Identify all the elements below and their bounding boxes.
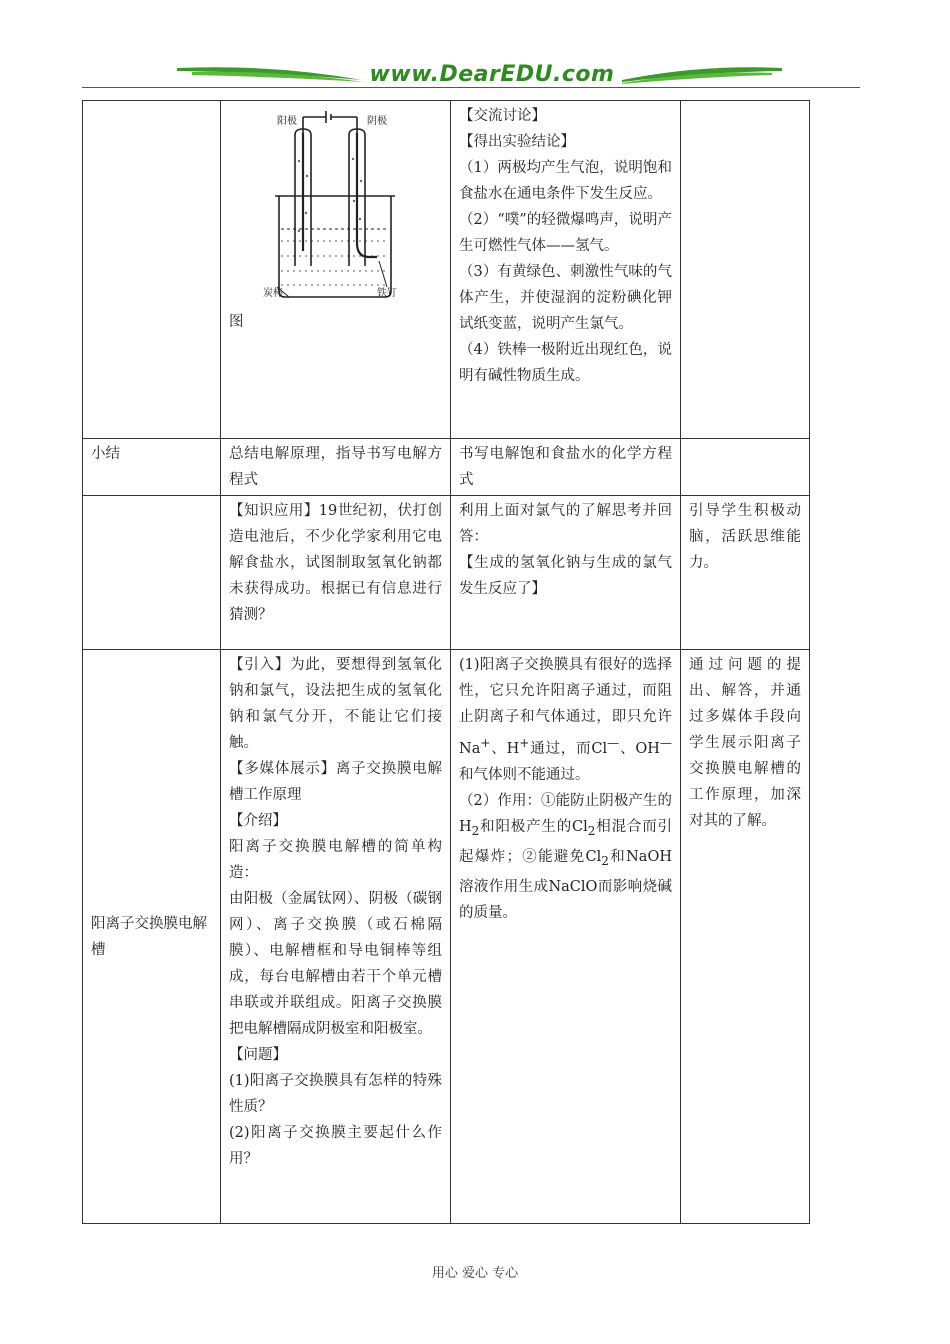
figure-label-carbon-rod: 炭棒 xyxy=(263,288,283,299)
application-prompt: 利用上面对氯气的了解思考并回答： xyxy=(459,503,672,545)
page-header xyxy=(82,58,860,94)
question-heading: 【问题】 xyxy=(229,1047,287,1063)
multimedia-paragraph: 【多媒体展示】离子交换膜电解槽工作原理 xyxy=(229,761,442,803)
row1-col2 xyxy=(221,101,451,439)
membrane-cell-label: 阳离子交换膜电解槽 xyxy=(83,650,221,1224)
figure-label-anode: 阳极 xyxy=(277,116,297,127)
membrane-design-intent: 通过问题的提出、解答，并通过多媒体手段向学生展示阳离子交换膜电解槽的工作原理，加深对其的了解。 xyxy=(681,650,810,1224)
application-col1 xyxy=(83,496,221,650)
conclusion-item-2: （2）“噗”的轻微爆鸣声，说明产生可燃性气体——氢气。 xyxy=(459,212,672,254)
membrane-student-activity xyxy=(451,650,681,1224)
table-row-summary xyxy=(83,439,810,496)
row1-col1 xyxy=(83,101,221,439)
conclusion-item-4: （4）铁棒一极附近出现红色，说明有碱性物质生成。 xyxy=(459,342,672,384)
discussion-heading: 【交流讨论】 xyxy=(459,108,546,124)
summary-col4 xyxy=(681,439,810,496)
conclusion-item-1: （1）两极均产生气泡，说明饱和食盐水在通电条件下发生反应。 xyxy=(459,160,672,202)
figure-label-cathode: 阴极 xyxy=(367,116,387,127)
site-logo-text[interactable]: www.DearEDU.com xyxy=(369,62,615,87)
introduction-heading: 【介绍】 xyxy=(229,813,287,829)
header-rule xyxy=(82,87,860,88)
structure-description: 由阳极（金属钛网）、阴极（碳钢网）、离子交换膜（或石棉隔膜）、电解槽框和导电铜棒等组成，每台电解槽由若干个单元槽串联或并联组成。阳离子交换膜把电解槽隔成阴极室和阳极室。 xyxy=(229,891,442,1037)
membrane-teacher-activity xyxy=(221,650,451,1224)
summary-student-activity: 书写电解饱和食盐水的化学方程式 xyxy=(451,439,681,496)
structure-intro: 阳离子交换膜电解槽的简单构造： xyxy=(229,839,442,881)
lesson-table xyxy=(82,100,810,1224)
answer-2: （2）作用：①能防止阴极产生的$H_2$和阳极产生的$Cl_2$相混合而引起爆炸；②能避免$Cl_2$和NaOH溶液作用生成NaClO而影响烧碱的质量。 xyxy=(459,792,673,921)
figure-caption: 图 xyxy=(229,314,244,330)
table-row-experiment xyxy=(83,101,810,439)
summary-label: 小结 xyxy=(83,439,221,496)
application-teacher-activity: 【知识应用】19世纪初，伏打创造电池后，不少化学家利用它电解食盐水，试图制取氢氧化钠都未获得成功。根据已有信息进行猜测？ xyxy=(221,496,451,650)
question-1: (1)阳离子交换膜具有怎样的特殊性质？ xyxy=(229,1073,442,1115)
conclusion-item-3: （3）有黄绿色、刺激性气味的气体产生，并使湿润的淀粉碘化钾试纸变蓝，说明产生氯气。 xyxy=(459,264,672,332)
introduction-paragraph: 【引入】为此，要想得到氢氧化钠和氯气，设法把生成的氢氧化钠和氯气分开，不能让它们接触。 xyxy=(229,657,442,751)
row1-col4 xyxy=(681,101,810,439)
application-design-intent: 引导学生积极动脑，活跃思维能力。 xyxy=(681,496,810,650)
table-row-membrane-cell xyxy=(83,650,810,1224)
application-student-activity xyxy=(451,496,681,650)
row1-col3 xyxy=(451,101,681,439)
page-footer: 用心 爱心 专心 xyxy=(431,1266,519,1281)
figure-label-iron-nail: 铁钉 xyxy=(377,288,397,299)
application-answer: 【生成的氢氧化钠与生成的氯气发生反应了】 xyxy=(459,555,672,597)
table-row-application xyxy=(83,496,810,650)
summary-teacher-activity: 总结电解原理，指导书写电解方程式 xyxy=(221,439,451,496)
question-2: (2)阳离子交换膜主要起什么作用？ xyxy=(229,1125,442,1167)
conclusion-heading: 【得出实验结论】 xyxy=(459,134,575,150)
answer-1: (1)阳离子交换膜具有很好的选择性，它只允许阳离子通过，而阻止阴离子和气体通过，即只允许Na+、H+通过，而Cl—、OH—和气体则不能通过。 xyxy=(459,657,672,783)
electrolysis-diagram xyxy=(229,101,443,309)
electrolysis-apparatus-figure xyxy=(229,101,443,309)
